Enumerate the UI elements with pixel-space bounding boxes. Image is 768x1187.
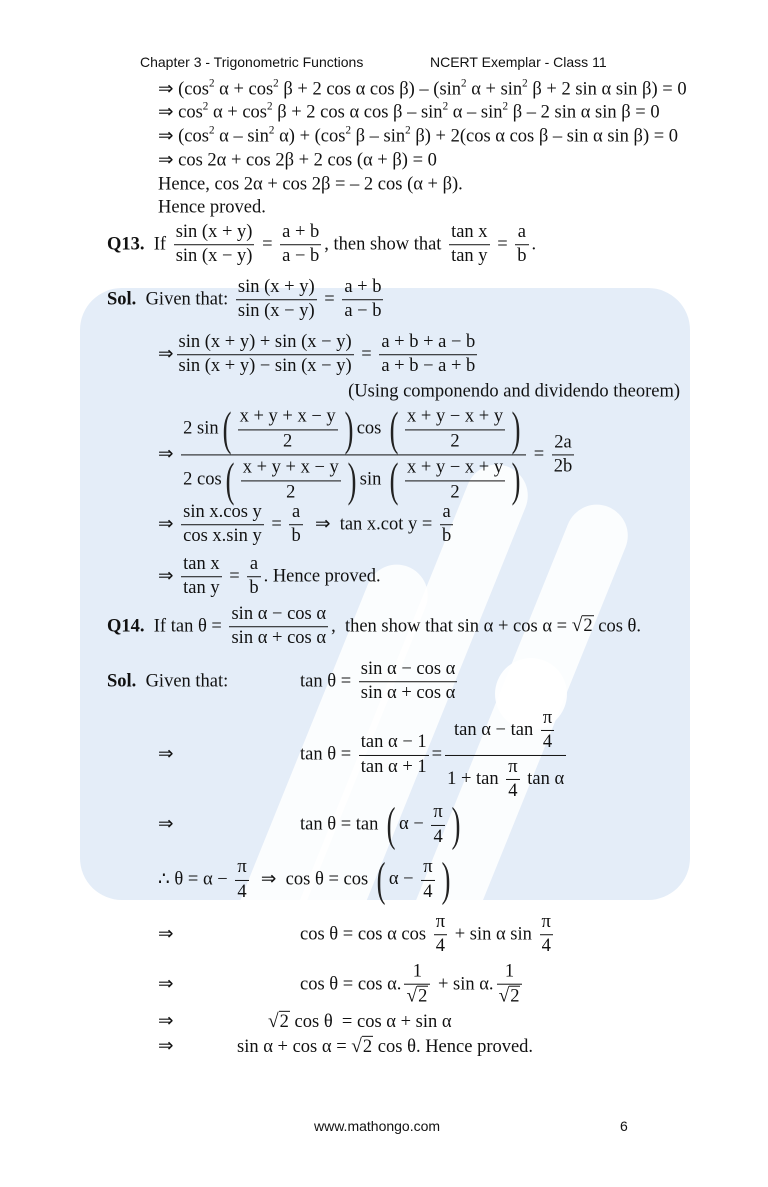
denominator	[289, 526, 302, 548]
fraction	[280, 222, 321, 268]
math-text: π	[237, 857, 247, 878]
parenthesized-group	[373, 856, 454, 904]
equation-line	[158, 126, 678, 147]
radicand: √ 2	[418, 987, 428, 1008]
numerator	[236, 277, 317, 300]
denominator	[421, 881, 434, 903]
equation-line	[237, 1036, 533, 1058]
denominator	[379, 356, 477, 378]
numerator	[241, 458, 341, 481]
math-text: π	[541, 912, 551, 933]
exponent: 2	[405, 124, 411, 137]
math-text: a	[249, 554, 259, 575]
fraction	[404, 962, 430, 1009]
fraction	[540, 912, 553, 958]
math-text: 4	[237, 881, 247, 902]
numerator	[405, 407, 505, 430]
math-text: 4	[423, 881, 433, 902]
fraction	[238, 407, 338, 453]
denominator	[280, 246, 321, 268]
denominator	[405, 430, 505, 452]
exponent: 2	[502, 100, 509, 113]
square-root	[499, 986, 521, 1008]
fraction	[181, 405, 526, 504]
math-text: If tan θ =	[144, 616, 227, 637]
math-text: π	[508, 756, 518, 777]
math-text: 4	[541, 936, 551, 957]
math-text: 2	[450, 430, 460, 451]
math-text: tan α − tan	[454, 719, 538, 740]
fraction	[434, 912, 447, 958]
equation-line	[158, 856, 454, 904]
math-text: ⇒	[158, 744, 174, 765]
math-text: α – sin	[214, 126, 269, 147]
math-text: ⇒	[158, 514, 179, 535]
parenthesized-group	[219, 405, 357, 453]
equation-line	[158, 150, 437, 171]
exponent: 2	[273, 77, 279, 90]
math-text: Given that:	[136, 289, 233, 310]
math-text: ⇒	[158, 444, 179, 465]
math-text: 4	[542, 732, 553, 753]
fraction	[541, 708, 554, 754]
math-text: ⇒	[158, 1036, 174, 1057]
numerator	[247, 554, 260, 577]
denominator	[174, 246, 255, 268]
denominator	[497, 985, 523, 1008]
exponent: 2	[202, 100, 209, 113]
denominator	[541, 731, 554, 753]
fraction	[181, 554, 221, 600]
numerator	[181, 554, 221, 577]
exponent: 2	[267, 100, 273, 113]
math-text: sin (x + y)	[237, 277, 315, 298]
exponent: 2	[268, 124, 275, 137]
math-text: sin α + cos α =	[237, 1036, 352, 1057]
denominator	[440, 526, 453, 548]
numerator	[404, 962, 430, 985]
math-text: sin α − cos α	[231, 604, 327, 625]
fraction	[229, 604, 328, 650]
denominator	[434, 936, 447, 958]
denominator	[177, 356, 354, 378]
math-text: α – sin	[448, 102, 503, 123]
math-text: .	[531, 234, 537, 255]
math-text: β – 2 sin α sin β = 0	[508, 102, 660, 123]
math-text: 2	[286, 482, 296, 503]
equation-line	[300, 708, 569, 802]
math-text: sin (x + y) − sin (x − y)	[178, 356, 352, 377]
math-text: , then show that sin α + cos α =	[331, 616, 572, 637]
math-text: b	[291, 526, 301, 547]
equation-line	[300, 659, 460, 705]
fraction	[405, 458, 505, 504]
math-text: =	[492, 234, 513, 255]
numerator	[229, 604, 328, 627]
parenthesized-group	[386, 405, 524, 453]
fraction	[235, 857, 248, 903]
denominator	[229, 628, 328, 650]
equation-line	[158, 554, 381, 600]
math-text: α) + (cos	[274, 126, 346, 147]
equation-line	[300, 962, 525, 1009]
question-label: Sol.	[107, 289, 137, 310]
numerator	[289, 502, 302, 525]
math-text: Given that:	[136, 671, 229, 692]
math-text: a	[442, 502, 451, 523]
math-text: ⇒	[158, 566, 179, 587]
math-text: 2 cos	[183, 469, 222, 490]
fraction	[506, 757, 519, 803]
fraction	[236, 277, 317, 323]
math-text: a	[291, 502, 301, 523]
math-text: . Hence proved.	[263, 566, 381, 587]
math-text: ⇒	[158, 974, 174, 995]
fraction	[181, 502, 264, 548]
denominator	[445, 756, 566, 803]
question-label: Sol.	[107, 671, 137, 692]
numerator	[431, 802, 444, 825]
denominator	[181, 456, 526, 505]
denominator	[404, 985, 430, 1008]
conclusion-line	[158, 197, 266, 218]
square-root	[351, 1036, 373, 1058]
equation-line	[268, 1011, 452, 1033]
math-text: (Using componendo and dividendo theorem)	[348, 381, 680, 402]
denominator	[540, 936, 553, 958]
chapter-header: Chapter 3 - Trigonometric Functions	[140, 54, 364, 70]
square-root	[572, 615, 594, 637]
math-text: 4	[435, 936, 446, 957]
math-text: =	[529, 444, 549, 465]
fraction	[497, 962, 523, 1009]
math-text: =	[431, 744, 443, 765]
denominator	[181, 578, 221, 600]
numerator	[449, 222, 489, 245]
exponent: 2	[208, 124, 215, 137]
equation-line	[158, 79, 687, 100]
numerator	[181, 405, 526, 455]
numerator	[238, 407, 338, 430]
math-text: tan α	[522, 768, 565, 789]
radicand: √ 2	[510, 987, 520, 1008]
math-text: , then show that	[324, 234, 447, 255]
book-header: NCERT Exemplar - Class 11	[430, 54, 607, 70]
math-text: a − b	[282, 246, 320, 267]
math-text: sin α + cos α	[360, 683, 456, 704]
denominator	[405, 481, 505, 503]
math-text: cos	[356, 418, 386, 439]
math-text: ⇒ (cos	[158, 126, 209, 147]
implies-symbol	[158, 1036, 174, 1057]
math-text: cos θ = cos α + sin α	[289, 1011, 452, 1032]
denominator	[238, 430, 338, 452]
math-text: tan θ =	[300, 671, 356, 692]
numerator	[434, 912, 447, 935]
numerator	[174, 222, 255, 245]
math-text: =	[266, 514, 287, 535]
denominator	[236, 301, 317, 323]
equation-line	[300, 912, 556, 958]
implies-symbol	[158, 744, 174, 765]
fraction	[289, 502, 302, 548]
numerator	[515, 222, 528, 245]
numerator	[405, 458, 505, 481]
math-text: cos θ = cos α.	[300, 974, 402, 995]
numerator	[421, 857, 434, 880]
math-text: ⇒	[158, 1011, 174, 1032]
math-text: Hence, cos 2α + cos 2β = – 2 cos (α + β).	[158, 174, 463, 195]
math-text: a + b	[282, 222, 320, 243]
math-text: 2	[450, 482, 460, 503]
fraction	[359, 659, 458, 705]
radicand: √ 2	[583, 616, 593, 637]
math-text: 1	[412, 961, 423, 982]
parenthesized-group	[383, 801, 464, 849]
denominator	[359, 756, 429, 778]
math-text: 1	[504, 961, 515, 982]
numerator	[235, 857, 248, 880]
math-text: ⇒ tan x.cot y =	[305, 514, 437, 535]
math-text: α + sin	[466, 79, 523, 100]
fraction	[174, 222, 255, 268]
math-text: π	[433, 802, 443, 823]
math-text: + sin α sin	[450, 924, 537, 945]
denominator	[247, 578, 260, 600]
denominator	[431, 826, 444, 848]
math-text: sin (x − y)	[175, 246, 253, 267]
equation-line	[158, 502, 456, 548]
fraction	[449, 222, 489, 268]
math-text: tan θ =	[300, 744, 356, 765]
question-13	[107, 222, 536, 268]
math-text: ⇒ cos θ = cos	[251, 869, 373, 890]
denominator	[449, 246, 489, 268]
math-text: tan α − 1	[360, 732, 427, 753]
numerator	[342, 277, 383, 300]
math-text: β + 2 cos α cos β) – (sin	[278, 79, 462, 100]
math-text: =	[257, 234, 278, 255]
math-text: sin (x + y)	[175, 222, 253, 243]
math-text: x + y + x − y	[239, 406, 336, 427]
numerator	[177, 332, 354, 355]
math-text: sin x.cos y	[183, 502, 262, 523]
question-label: Q13.	[107, 234, 145, 255]
numerator	[359, 732, 429, 755]
square-root	[406, 986, 428, 1008]
math-text: b	[517, 246, 527, 267]
math-text: β) + 2(cos α cos β – sin α sin β) = 0	[410, 126, 679, 147]
math-text: tan x	[183, 554, 220, 575]
question-14	[107, 604, 641, 650]
math-text: a + b − a + b	[381, 356, 476, 377]
equation-line	[300, 801, 464, 849]
denominator	[506, 780, 519, 802]
math-text: If	[144, 234, 171, 255]
math-text: =	[319, 289, 340, 310]
square-root	[268, 1011, 290, 1033]
fraction	[431, 802, 444, 848]
numerator	[506, 757, 519, 780]
math-text: cos θ. Hence proved.	[373, 1036, 534, 1057]
math-text: x + y + x − y	[242, 457, 339, 478]
parenthesized-group	[386, 457, 524, 505]
math-text: tan y	[183, 578, 220, 599]
math-text: cos x.sin y	[183, 526, 262, 547]
math-text: ( α −	[388, 869, 419, 890]
math-text: ⇒ (cos	[158, 79, 209, 100]
implies-symbol	[158, 814, 174, 835]
equation-line	[158, 332, 480, 378]
denominator	[342, 301, 383, 323]
fraction	[177, 332, 354, 378]
equation-line	[158, 405, 577, 504]
math-text: ( α −	[399, 814, 429, 835]
math-text: a − b	[344, 301, 382, 322]
math-text: π	[423, 857, 433, 878]
math-text: cos θ.	[593, 616, 642, 637]
math-text: sin α + cos α	[231, 628, 327, 649]
fraction	[247, 554, 260, 600]
solution-14-label	[107, 671, 228, 692]
fraction	[359, 732, 429, 778]
numerator	[445, 708, 566, 756]
math-text: b	[249, 578, 259, 599]
math-text: 2	[283, 430, 293, 451]
math-text: π	[435, 912, 446, 933]
math-text: =	[224, 566, 245, 587]
exponent: 2	[522, 77, 528, 90]
implies-symbol	[158, 1011, 174, 1032]
math-text: + sin α.	[433, 974, 494, 995]
denominator	[515, 246, 528, 268]
fraction	[342, 277, 383, 323]
math-text: sin (x + y) + sin (x − y)	[178, 332, 352, 353]
numerator	[379, 332, 477, 355]
exponent: 2	[345, 124, 351, 137]
math-text: 1 + tan	[447, 768, 504, 789]
denominator	[235, 881, 248, 903]
math-text: sin	[359, 469, 386, 490]
math-text: α + cos	[214, 79, 274, 100]
math-text: b	[441, 526, 452, 547]
numerator	[541, 708, 554, 731]
math-text: ∴ θ = α −	[158, 869, 233, 890]
denominator	[552, 456, 575, 478]
math-text: x + y − x + y	[407, 457, 504, 478]
fraction	[379, 332, 477, 378]
denominator	[181, 526, 264, 548]
numerator	[280, 222, 321, 245]
numerator	[440, 502, 453, 525]
implies-symbol	[158, 924, 174, 945]
fraction	[440, 502, 453, 548]
parenthesized-group	[222, 457, 360, 505]
numerator	[552, 432, 575, 455]
numerator	[181, 502, 264, 525]
theorem-note	[348, 381, 680, 402]
math-text: ⇒	[158, 814, 174, 835]
equation-line	[158, 102, 660, 123]
fraction	[241, 458, 341, 504]
math-text: 2b	[553, 456, 573, 477]
math-text: ⇒ cos 2α + cos 2β + 2 cos (α + β) = 0	[158, 150, 437, 171]
math-text: β – sin	[351, 126, 406, 147]
math-text: sin (x − y)	[237, 301, 315, 322]
math-text: β + 2 sin α sin β) = 0	[527, 79, 687, 100]
solution-13-given	[107, 277, 386, 323]
math-text: 2 sin	[183, 418, 219, 439]
math-text: α + cos	[208, 102, 268, 123]
math-text: tan x	[451, 222, 488, 243]
math-text: cos θ = cos α cos	[300, 924, 431, 945]
math-text: β + 2 cos α cos β – sin	[272, 102, 443, 123]
fraction	[421, 857, 434, 903]
numerator	[359, 659, 458, 682]
fraction	[552, 432, 575, 478]
equation-line	[158, 174, 463, 195]
footer-website[interactable]: www.mathongo.com	[314, 1118, 441, 1134]
math-text: ⇒	[158, 924, 174, 945]
exponent: 2	[461, 77, 467, 90]
numerator	[540, 912, 553, 935]
math-text: ⇒	[158, 344, 174, 365]
page-number: 6	[620, 1118, 628, 1134]
math-text: Hence proved.	[158, 197, 266, 218]
radicand: √ 2	[279, 1011, 289, 1032]
math-text: 4	[508, 780, 518, 801]
math-text: x + y − x + y	[407, 406, 504, 427]
denominator	[359, 683, 458, 705]
math-text: =	[356, 344, 377, 365]
radicand: √ 2	[362, 1036, 373, 1057]
exponent: 2	[208, 77, 215, 90]
math-text: tan θ = tan	[300, 814, 383, 835]
math-text: a + b	[344, 277, 382, 298]
fraction	[405, 407, 505, 453]
math-text: π	[542, 707, 553, 728]
math-text: sin α − cos α	[360, 659, 456, 680]
math-text: 4	[433, 826, 443, 847]
math-text: 2a	[554, 432, 572, 453]
denominator	[241, 481, 341, 503]
numerator	[497, 962, 523, 985]
fraction	[515, 222, 528, 268]
exponent: 2	[442, 100, 449, 113]
math-text: ⇒ cos	[158, 102, 203, 123]
math-text: tan α + 1	[360, 756, 427, 777]
question-label: Q14.	[107, 616, 145, 637]
math-text: tan y	[451, 246, 488, 267]
math-text: a + b + a − b	[381, 332, 476, 353]
implies-symbol	[158, 974, 174, 995]
fraction	[445, 708, 566, 802]
math-text: a	[517, 222, 526, 243]
